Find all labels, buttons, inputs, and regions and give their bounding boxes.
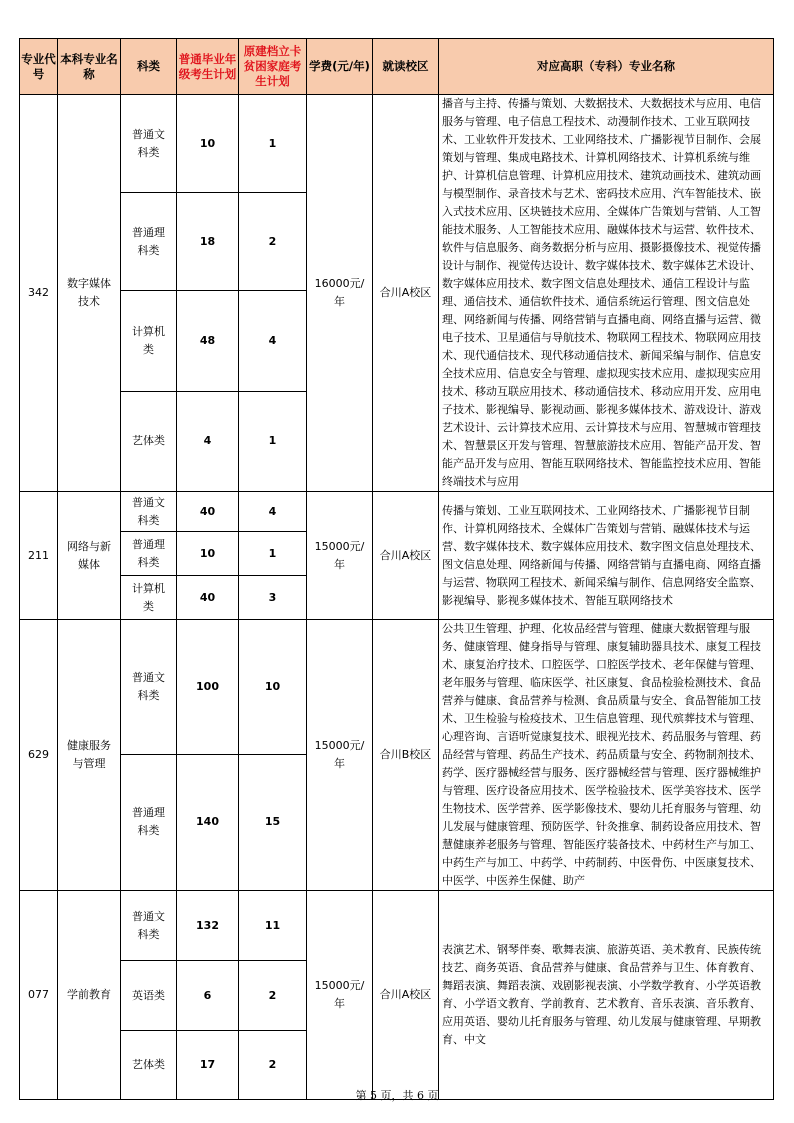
track: 普通理科类 <box>121 532 177 576</box>
plan-normal: 48 <box>177 291 239 391</box>
plan-poor: 4 <box>239 492 307 532</box>
header-plan-normal: 普通毕业年级考生计划 <box>177 39 239 95</box>
plan-poor: 1 <box>239 95 307 193</box>
plan-poor: 2 <box>239 1031 307 1100</box>
table-row <box>20 95 774 193</box>
related-majors: 公共卫生管理、护理、化妆品经营与管理、健康大数据管理与服务、健康管理、健身指导与管理、康复辅助器具技术、康复工程技术、康复治疗技术、口腔医学、口腔医学技术、老年保健与管理、老年服务与管理、临床医学、社区康复、食品检验检测技术、食品营养与健康、食品营养与检测、食品质量与安全、食品智能加工技术、卫生检验与检疫技术、卫生信息管理、现代殡葬技术与管理、心理咨询、言语听觉康复技术、眼视光技术、药品服务与管理、药品经营与管理、药品生产技术、药品质量与安全、药物制剂技术、药学、医疗器械经营与服务、医疗器械经营与管理、医疗器械维护与管理、医疗设备应用技术、医学检验技术、医学美容技术、医学生物技术、医学营养、医学影像技术、婴幼儿托育服务与管理、幼儿发展与健康管理、预防医学、针灸推拿、制药设备应用技术、智慧健康养老服务与管理、智能医疗装备技术、中药材生产与加工、中药生产与加工、中药学、中药制药、中医骨伤、中医康复技术、中医学、中医养生保健、助产 <box>439 620 774 891</box>
major-name: 数字媒体技术 <box>58 95 121 492</box>
major-code: 342 <box>20 95 58 492</box>
header-plan-poor: 原建档立卡贫困家庭考生计划 <box>239 39 307 95</box>
track: 艺体类 <box>121 391 177 491</box>
tuition-fee: 16000元/年 <box>307 95 373 492</box>
plan-poor: 10 <box>239 620 307 755</box>
plan-poor: 2 <box>239 961 307 1031</box>
related-majors: 表演艺术、钢琴伴奏、歌舞表演、旅游英语、美术教育、民族传统技艺、商务英语、食品营养与健康、食品营养与卫生、体育教育、舞蹈表演、舞蹈表演、戏剧影视表演、小学数学教育、小学英语教育、小学语文教育、学前教育、艺术教育、音乐表演、音乐教育、应用英语、婴幼儿托育服务与管理、幼儿发展与健康管理、早期教育、中文 <box>439 891 774 1100</box>
related-majors: 播音与主持、传播与策划、大数据技术、大数据技术与应用、电信服务与管理、电子信息工程技术、动漫制作技术、工业互联网技术、工业软件开发技术、工业网络技术、广播影视节目制作、会展策划与管理、集成电路技术、计算机网络技术、计算机系统与维护、计算机信息管理、计算机应用技术、建筑动画技术、建筑动画与模型制作、录音技术与艺术、密码技术应用、汽车智能技术、嵌入式技术应用、区块链技术应用、全媒体广告策划与营销、人工智能技术服务、人工智能技术应用、融媒体技术与运营、软件技术、软件与信息服务、商务数据分析与应用、摄影摄像技术、视觉传播设计与制作、视觉传达设计、数字媒体技术、数字媒体艺术设计、数字媒体应用技术、数字图文信息处理技术、通信工程设计与监理、通信技术、通信软件技术、通信系统运行管理、图文信息处理、网络新闻与传播、网络营销与直播电商、网络直播与运营、微电子技术、卫星通信与导航技术、物联网工程技术、物联网应用技术、现代通信技术、现代移动通信技术、新闻采编与制作、信息安全技术应用、信息安全与管理、虚拟现实技术应用、虚拟现实应用技术、移动互联应用技术、移动通信技术、移动应用开发、应用电子技术、影视编导、影视动画、影视多媒体技术、游戏设计、游戏艺术设计、云计算技术应用、云计算技术与应用、智慧城市管理技术、智慧景区开发与管理、智慧旅游技术应用、智能产品开发、智能产品开发与应用、智能互联网络技术、智能监控技术应用、智能终端技术与应用 <box>439 95 774 492</box>
campus: 合川A校区 <box>373 492 439 620</box>
campus: 合川A校区 <box>373 95 439 492</box>
header-major: 本科专业名称 <box>58 39 121 95</box>
plan-normal: 132 <box>177 891 239 961</box>
plan-normal: 17 <box>177 1031 239 1100</box>
plan-normal: 140 <box>177 754 239 890</box>
table-row <box>20 620 774 755</box>
plan-normal: 100 <box>177 620 239 755</box>
major-code: 077 <box>20 891 58 1100</box>
plan-poor: 1 <box>239 391 307 491</box>
header-related: 对应高职（专科）专业名称 <box>439 39 774 95</box>
major-name: 学前教育 <box>58 891 121 1100</box>
plan-normal: 18 <box>177 193 239 291</box>
plan-normal: 4 <box>177 391 239 491</box>
table-row <box>20 492 774 532</box>
table-row <box>20 891 774 961</box>
tuition-fee: 15000元/年 <box>307 492 373 620</box>
track: 普通理科类 <box>121 193 177 291</box>
header-campus: 就读校区 <box>373 39 439 95</box>
plan-poor: 2 <box>239 193 307 291</box>
campus: 合川B校区 <box>373 620 439 891</box>
tuition-fee: 15000元/年 <box>307 891 373 1100</box>
plan-normal: 40 <box>177 492 239 532</box>
track: 普通文科类 <box>121 891 177 961</box>
plan-poor: 3 <box>239 576 307 620</box>
header-track: 科类 <box>121 39 177 95</box>
track: 计算机类 <box>121 576 177 620</box>
campus: 合川A校区 <box>373 891 439 1100</box>
track: 普通文科类 <box>121 620 177 755</box>
tuition-fee: 15000元/年 <box>307 620 373 891</box>
track: 普通文科类 <box>121 95 177 193</box>
track: 普通文科类 <box>121 492 177 532</box>
track: 计算机类 <box>121 291 177 391</box>
major-code: 629 <box>20 620 58 891</box>
page-footer: 第 5 页，共 6 页 <box>355 1089 439 1102</box>
enrollment-plan-table <box>19 38 774 1100</box>
plan-poor: 4 <box>239 291 307 391</box>
plan-normal: 6 <box>177 961 239 1031</box>
related-majors: 传播与策划、工业互联网技术、工业网络技术、广播影视节目制作、计算机网络技术、全媒体广告策划与营销、融媒体技术与运营、数字媒体技术、数字媒体应用技术、数字图文信息处理技术、图文信息处理、网络新闻与传播、网络营销与直播电商、网络直播与运营、物联网工程技术、新闻采编与制作、信息网络安全监察、影视编导、影视多媒体技术、智能互联网络技术 <box>439 492 774 620</box>
header-fee: 学费(元/年) <box>307 39 373 95</box>
header-code: 专业代号 <box>20 39 58 95</box>
major-name: 网络与新媒体 <box>58 492 121 620</box>
plan-poor: 15 <box>239 754 307 890</box>
track: 艺体类 <box>121 1031 177 1100</box>
plan-poor: 11 <box>239 891 307 961</box>
major-code: 211 <box>20 492 58 620</box>
plan-normal: 10 <box>177 95 239 193</box>
header-row <box>20 39 774 95</box>
major-name: 健康服务与管理 <box>58 620 121 891</box>
plan-normal: 10 <box>177 532 239 576</box>
plan-normal: 40 <box>177 576 239 620</box>
track: 英语类 <box>121 961 177 1031</box>
track: 普通理科类 <box>121 754 177 890</box>
plan-poor: 1 <box>239 532 307 576</box>
